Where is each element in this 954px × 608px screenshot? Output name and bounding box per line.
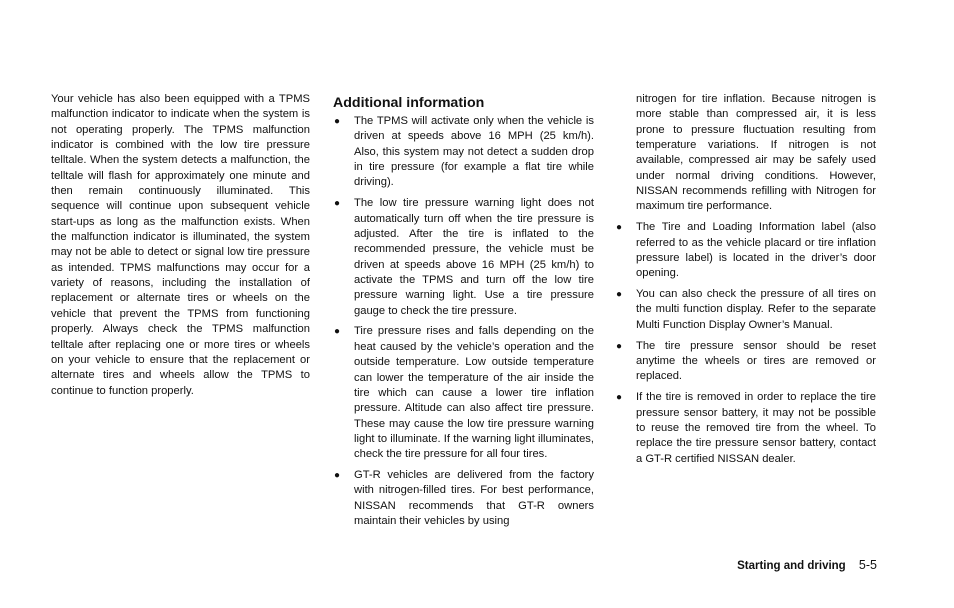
section-heading: Additional information	[333, 95, 485, 111]
page-number: 5-5	[858, 558, 877, 572]
list-item-text: The tire pressure sensor should be reset anytime the wheels or tires are removed or replaced.	[636, 339, 876, 383]
list-item-text: Tire pressure rises and falls depending on the heat caused by the vehicle’s operation and the outside temperature. Low outside temperature can lower the temperature of the air inside the tire which can cause a lower tire inflation pressure. Altitude can also affect tire pressure. These may cause the low tire pressure warning light to illuminate. If the warning light illuminates, check the tire pressure for all four tires.	[354, 325, 594, 461]
bullet-icon: ●	[616, 392, 623, 404]
list-item-text: The Tire and Loading Information label (also referred to as the vehicle placard or tire inflation pressure label) is located in the driver’s door opening.	[636, 221, 876, 280]
tpms-malfunction-paragraph: Your vehicle has also been equipped with a TPMS malfunction indicator to indicate when the system is not operating properly. The TPMS malfunction indicator is combined with the low tire pressure telltale. When the system detects a malfunction, the telltale will flash for approximately one minute and then remain continuously illuminated. This sequence will continue upon subsequent vehicle start-ups as long as the malfunction exists. When the malfunction indicator is illuminated, the system may not be able to detect or signal low tire pressure as intended. TPMS malfunctions may occur for a variety of reasons, including the installation of replacement or alternate tires or wheels on the vehicle that prevent the TPMS from functioning properly. Always check the TPMS malfunction telltale after replacing one or more tires or wheels on your vehicle to ensure that the replacement or alternate tires and wheels allow the TPMS to continue to function properly.	[51, 93, 310, 397]
bullet-icon: ●	[616, 289, 623, 301]
list-item	[333, 196, 594, 319]
list-item-text: If the tire is removed in order to replace the tire pressure sensor battery, it may not be possible to reuse the removed tire from the wheel. To replace the tire pressure sensor battery, contact a GT-R certified NISSAN dealer.	[636, 391, 876, 465]
footer-section-title: Starting and driving	[737, 560, 846, 572]
list-item-text: GT-R vehicles are delivered from the factory with nitrogen-filled tires. For best performance, NISSAN recommends that GT-R owners maintain their vehicles by using	[354, 469, 594, 528]
bullet-icon: ●	[334, 198, 341, 210]
list-item	[615, 287, 876, 333]
bullet-icon: ●	[334, 326, 341, 338]
right-column	[615, 92, 876, 472]
left-column	[51, 92, 310, 399]
bullet-icon: ●	[334, 116, 341, 127]
continued-paragraph: nitrogen for tire inflation. Because nitrogen is more stable than compressed air, it is less prone to pressure fluctuation resulting from temperature variations. If nitrogen is not available, compressed air may be safely used under normal driving conditions. However, NISSAN recommends refilling with Nitrogen for maximum tire performance.	[636, 93, 876, 213]
list-item-text: The TPMS will activate only when the vehicle is driven at speeds above 16 MPH (25 km/h). Also, this system may not detect a sudden drop in tire pressure (for example a flat tire while driving).	[354, 115, 594, 189]
bullet-list	[615, 220, 876, 467]
bullet-list	[333, 114, 594, 529]
list-item	[333, 114, 594, 191]
list-item-text: The low tire pressure warning light does not automatically turn off when the tire pressure is adjusted. After the tire is inflated to the recommended pressure, the vehicle must be driven at speeds above 16 MPH (25 km/h) to activate the TPMS and turn off the low tire pressure warning light. Use a tire pressure gauge to check the tire pressure.	[354, 197, 594, 317]
list-item	[615, 220, 876, 281]
middle-column	[333, 92, 594, 535]
list-item-text: You can also check the pressure of all tires on the multi function display. Refer to the separate Multi Function Display Owner’s Manual.	[636, 288, 876, 331]
bullet-icon: ●	[334, 470, 341, 482]
list-item	[333, 324, 594, 462]
bullet-icon: ●	[616, 222, 623, 234]
page-footer	[737, 557, 877, 574]
list-item	[333, 468, 594, 529]
bullet-icon: ●	[616, 340, 623, 352]
list-item	[615, 339, 876, 385]
list-item	[615, 390, 876, 467]
